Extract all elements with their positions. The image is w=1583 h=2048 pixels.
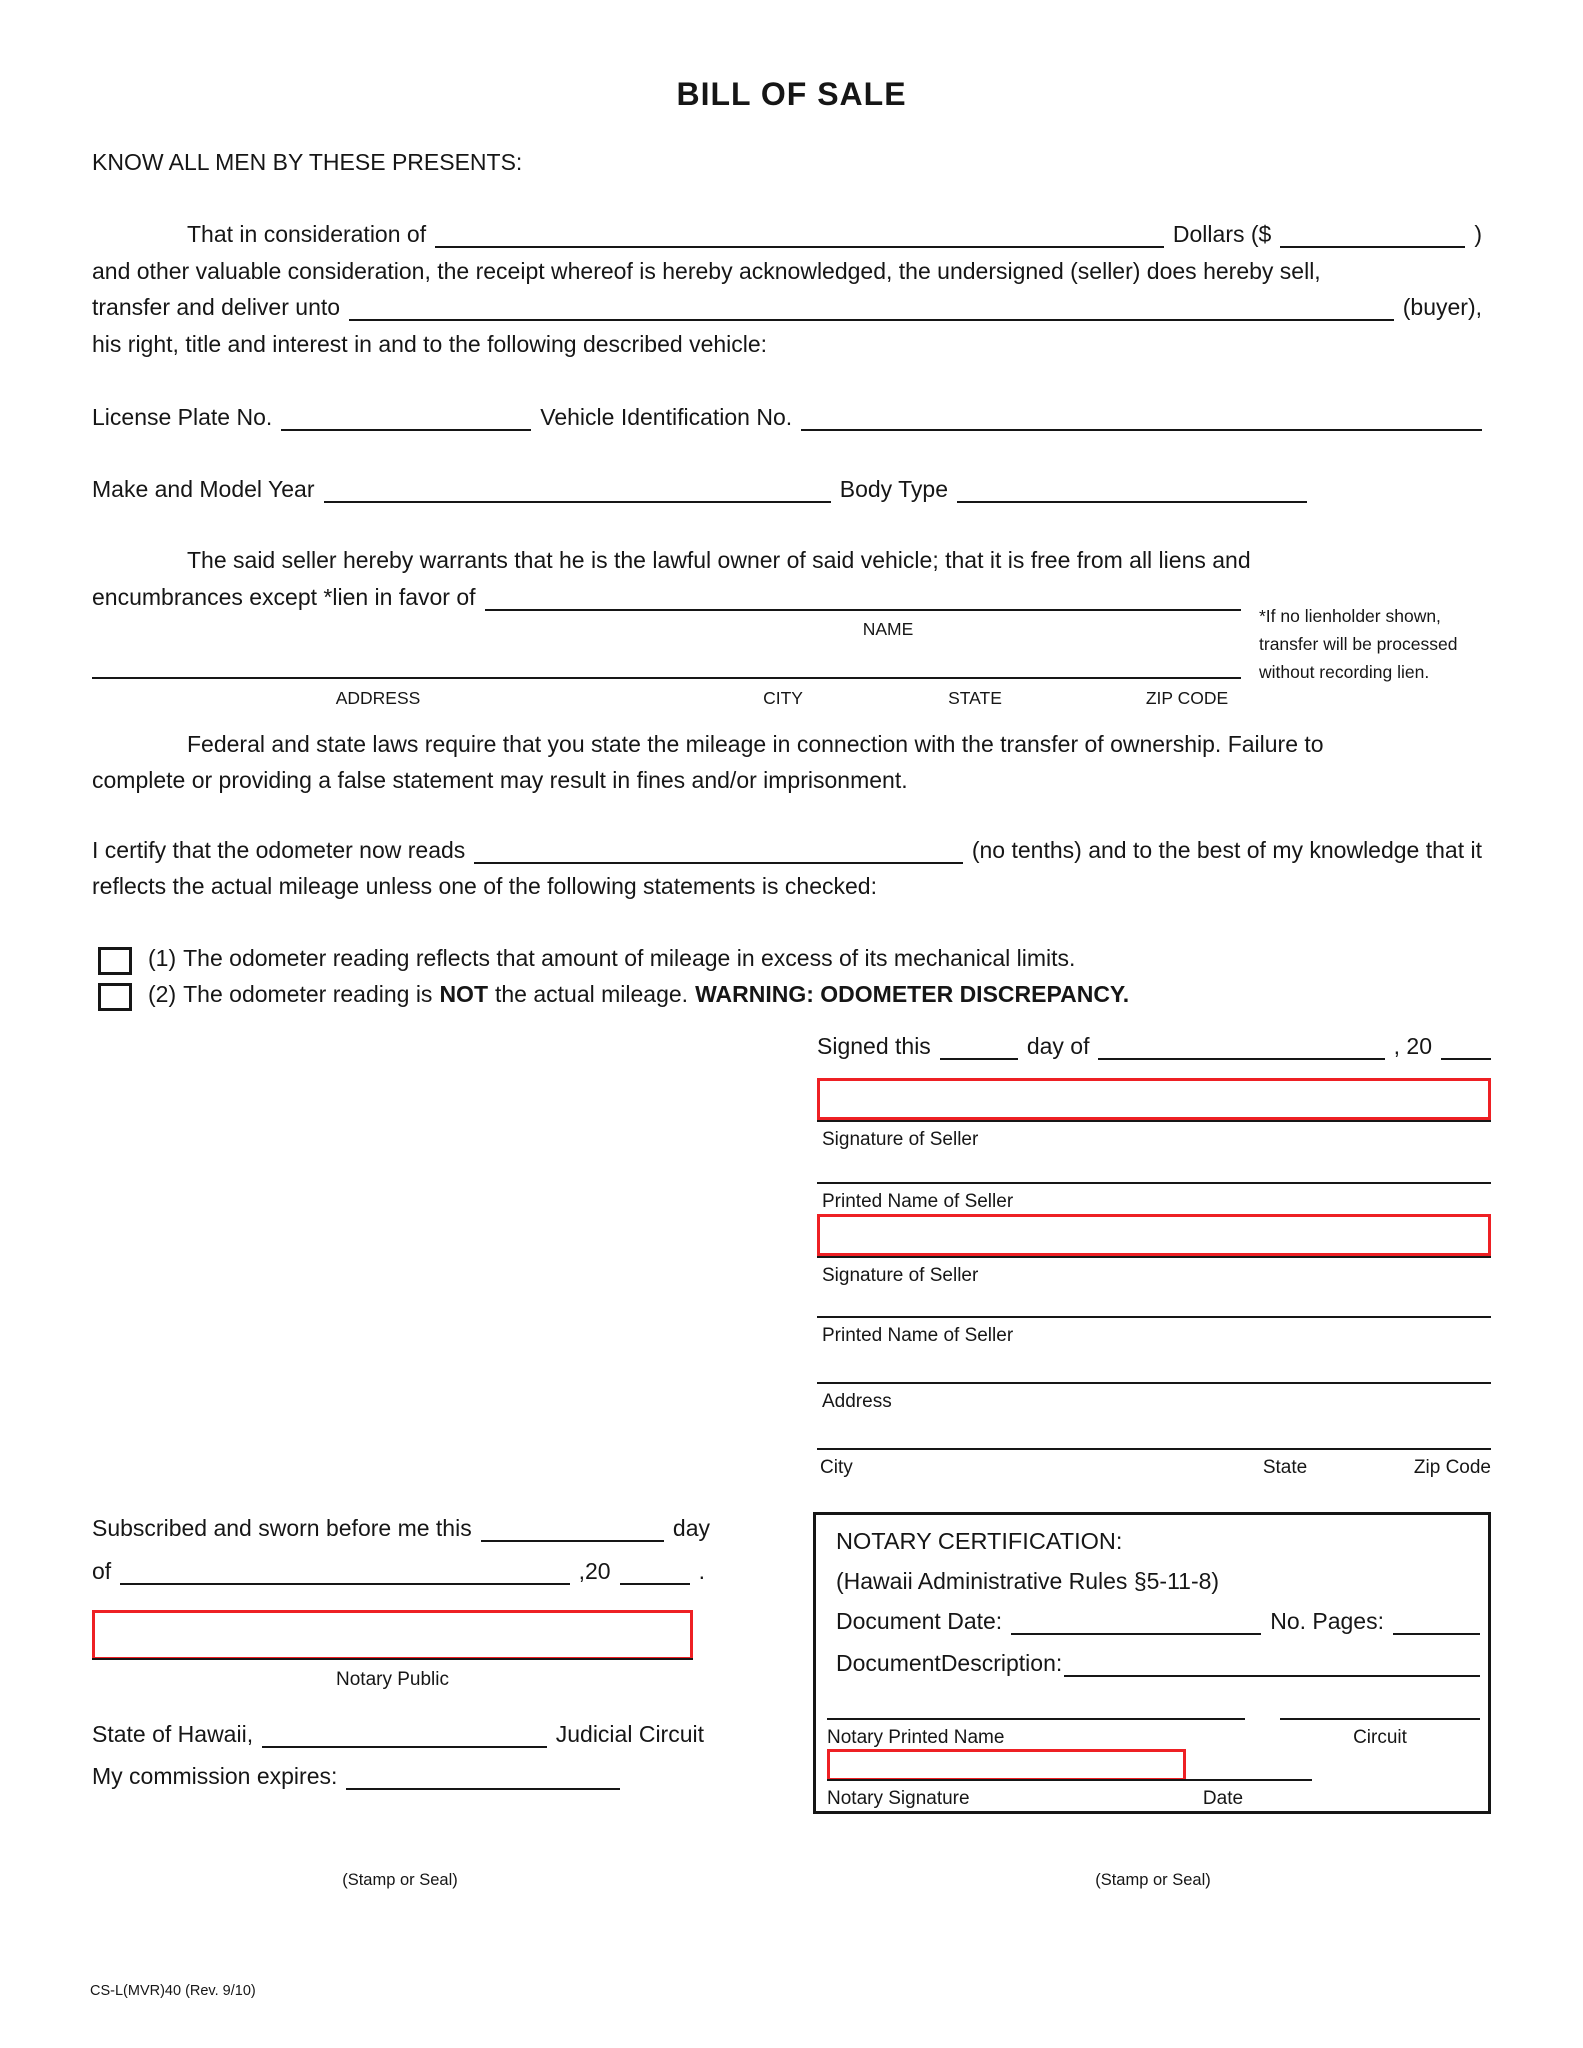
seller-city-label: City [820, 1457, 853, 1478]
license-plate-label: License Plate No. [92, 404, 273, 430]
sworn-month-field[interactable] [120, 1557, 569, 1585]
notary-public-label: Notary Public [336, 1669, 449, 1690]
seller-printed-name-field-1[interactable] [817, 1182, 1491, 1184]
no-pages-field[interactable] [1393, 1607, 1480, 1635]
odometer-option-2-checkbox[interactable] [98, 983, 132, 1011]
lienholder-state-label: STATE [948, 688, 1002, 708]
odometer-option-2-not: NOT [439, 981, 488, 1007]
buyer-name-field[interactable] [349, 293, 1394, 321]
seller-printed-name-label-2: Printed Name of Seller [822, 1325, 1014, 1346]
sworn-day-field[interactable] [481, 1514, 664, 1542]
lienholder-zip-label: ZIP CODE [1145, 688, 1229, 708]
consideration-line-1 [92, 220, 1482, 248]
document-description-field[interactable] [1064, 1649, 1480, 1677]
no-pages-label: No. Pages: [1270, 1608, 1384, 1634]
license-plate-field[interactable] [281, 403, 531, 431]
commission-expiry-field[interactable] [346, 1762, 620, 1790]
odometer-option-1 [92, 944, 1482, 975]
body-type-field[interactable] [957, 475, 1307, 503]
document-description-line [836, 1649, 1480, 1677]
stamp-or-seal-left: (Stamp or Seal) [342, 1871, 458, 1889]
body-type-label: Body Type [839, 476, 948, 502]
odometer-option-1-text: The odometer reading reflects that amount of mileage in excess of its mechanical limits. [183, 945, 1076, 971]
lienholder-address-field[interactable] [92, 677, 1241, 679]
vin-label: Vehicle Identification No. [540, 404, 793, 430]
judicial-circuit-line [92, 1720, 704, 1748]
lienholder-footnote [1259, 602, 1457, 686]
lien-favor-text: encumbrances except *lien in favor of [92, 584, 476, 610]
sworn-20-text: ,20 [578, 1558, 611, 1584]
document-date-label: Document Date: [836, 1608, 1003, 1634]
notary-printed-name-field[interactable] [827, 1718, 1245, 1720]
signed-this-text: Signed this [817, 1033, 931, 1059]
notary-public-signature-field[interactable] [92, 1610, 693, 1660]
sworn-period-text: . [698, 1558, 705, 1584]
preamble: KNOW ALL MEN BY THESE PRESENTS: [92, 149, 523, 175]
seller-state-label: State [1262, 1457, 1308, 1478]
notary-printed-name-label: Notary Printed Name [827, 1727, 1005, 1748]
seller-signature-field-2[interactable] [817, 1214, 1491, 1256]
commission-expires-text: My commission expires: [92, 1763, 338, 1789]
odometer-certify-line-2: reflects the actual mileage unless one of the following statements is checked: [92, 873, 877, 899]
odometer-option-2 [92, 980, 1482, 1011]
seller-city-state-zip-field[interactable] [817, 1448, 1491, 1450]
warranty-text-1: The said seller hereby warrants that he is the lawful owner of said vehicle; that it is free from all liens and [187, 547, 1251, 573]
seller-zip-label: Zip Code [1413, 1457, 1491, 1478]
plate-vin-line [92, 403, 1482, 431]
sworn-line-1 [92, 1514, 710, 1542]
form-number: CS-L(MVR)40 (Rev. 9/10) [90, 1983, 256, 1999]
signed-month-field[interactable] [1098, 1032, 1384, 1060]
notary-date-field[interactable] [827, 1779, 1312, 1781]
notary-box-heading: NOTARY CERTIFICATION: [836, 1528, 1123, 1554]
notary-box-subheading: (Hawaii Administrative Rules §5-11-8) [836, 1568, 1220, 1594]
sworn-day-text: day [672, 1515, 710, 1541]
notary-signature-label: Notary Signature [827, 1788, 970, 1809]
sworn-text-pre: Subscribed and sworn before me this [92, 1515, 472, 1541]
odometer-option-2-text-mid: the actual mileage. [495, 981, 689, 1007]
make-body-line [92, 475, 1307, 503]
sworn-of-text: of [92, 1558, 112, 1584]
judicial-circuit-text: Judicial Circuit [555, 1721, 704, 1747]
consideration-text-dollars: Dollars ($ [1172, 221, 1272, 247]
seller-signature-underline-2 [817, 1256, 1491, 1258]
warranty-line-2 [92, 583, 1241, 611]
document-date-line [836, 1607, 1480, 1635]
page-title: BILL OF SALE [676, 76, 907, 112]
commission-line [92, 1762, 620, 1790]
odometer-certify-post: (no tenths) and to the best of my knowledge that it [971, 837, 1482, 863]
odometer-option-2-warning: WARNING: ODOMETER DISCREPANCY. [695, 981, 1130, 1007]
odometer-option-1-checkbox[interactable] [98, 947, 132, 975]
seller-signature-label-1: Signature of Seller [822, 1129, 979, 1150]
document-description-label: DocumentDescription: [836, 1650, 1063, 1676]
notary-signature-field[interactable] [827, 1749, 1186, 1781]
mileage-law-text-1: Federal and state laws require that you state the mileage in connection with the transfer of ownership. Failure to [187, 731, 1324, 757]
odometer-option-1-number: (1) [148, 945, 177, 971]
make-model-year-field[interactable] [324, 475, 831, 503]
lienholder-name-label: NAME [862, 619, 914, 639]
odometer-option-2-number: (2) [148, 981, 177, 1007]
signed-day-field[interactable] [940, 1032, 1018, 1060]
lienholder-name-field[interactable] [485, 583, 1241, 611]
seller-signature-field-1[interactable] [817, 1078, 1491, 1120]
seller-address-label: Address [822, 1391, 892, 1412]
seller-signature-underline-1 [817, 1120, 1491, 1122]
notary-circuit-field[interactable] [1280, 1718, 1480, 1720]
mileage-law-line-1 [92, 730, 1324, 758]
notary-public-underline [92, 1658, 693, 1660]
consideration-text-close-paren: ) [1474, 221, 1482, 247]
lienholder-city-label: CITY [763, 688, 803, 708]
notary-certification-box [813, 1512, 1491, 1814]
odometer-certify-line-1 [92, 836, 1482, 864]
footnote-line-2: transfer will be processed [1259, 634, 1458, 654]
warranty-line-1 [92, 546, 1251, 574]
consideration-text-pre: That in consideration of [187, 221, 427, 247]
lienholder-address-label: ADDRESS [335, 688, 421, 708]
judicial-circuit-field[interactable] [262, 1720, 547, 1748]
signed-date-line [817, 1032, 1491, 1060]
consideration-line-3 [92, 293, 1482, 321]
vin-field[interactable] [801, 403, 1482, 431]
seller-printed-name-label-1: Printed Name of Seller [822, 1191, 1014, 1212]
signed-20-text: , 20 [1393, 1033, 1432, 1059]
signed-year-field[interactable] [1441, 1032, 1491, 1060]
footnote-line-1: *If no lienholder shown, [1259, 606, 1441, 626]
seller-signature-label-2: Signature of Seller [822, 1265, 979, 1286]
stamp-or-seal-right: (Stamp or Seal) [1095, 1871, 1211, 1889]
document-date-field[interactable] [1011, 1607, 1261, 1635]
seller-address-field[interactable] [817, 1382, 1491, 1384]
consideration-line-4: his right, title and interest in and to the following described vehicle: [92, 331, 768, 357]
sworn-year-field[interactable] [620, 1557, 690, 1585]
notary-circuit-label: Circuit [1353, 1727, 1407, 1748]
consideration-amount-numeric-field[interactable] [1280, 220, 1465, 248]
deliver-unto-text: transfer and deliver unto [92, 294, 341, 320]
make-model-label: Make and Model Year [92, 476, 315, 502]
seller-printed-name-field-2[interactable] [817, 1316, 1491, 1318]
odometer-certify-pre: I certify that the odometer now reads [92, 837, 466, 863]
sworn-line-2 [92, 1557, 705, 1585]
consideration-line-2: and other valuable consideration, the receipt whereof is hereby acknowledged, the undersigned (seller) does hereby sell, [92, 258, 1321, 284]
mileage-law-line-2: complete or providing a false statement may result in fines and/or imprisonment. [92, 767, 908, 793]
consideration-amount-words-field[interactable] [435, 220, 1164, 248]
state-of-hawaii-text: State of Hawaii, [92, 1721, 254, 1747]
odometer-option-2-text-pre: The odometer reading is [183, 981, 433, 1007]
day-of-text: day of [1026, 1033, 1090, 1059]
notary-date-label: Date [1202, 1788, 1244, 1809]
buyer-text: (buyer), [1402, 294, 1482, 320]
footnote-line-3: without recording lien. [1259, 662, 1430, 682]
odometer-reading-field[interactable] [474, 836, 963, 864]
